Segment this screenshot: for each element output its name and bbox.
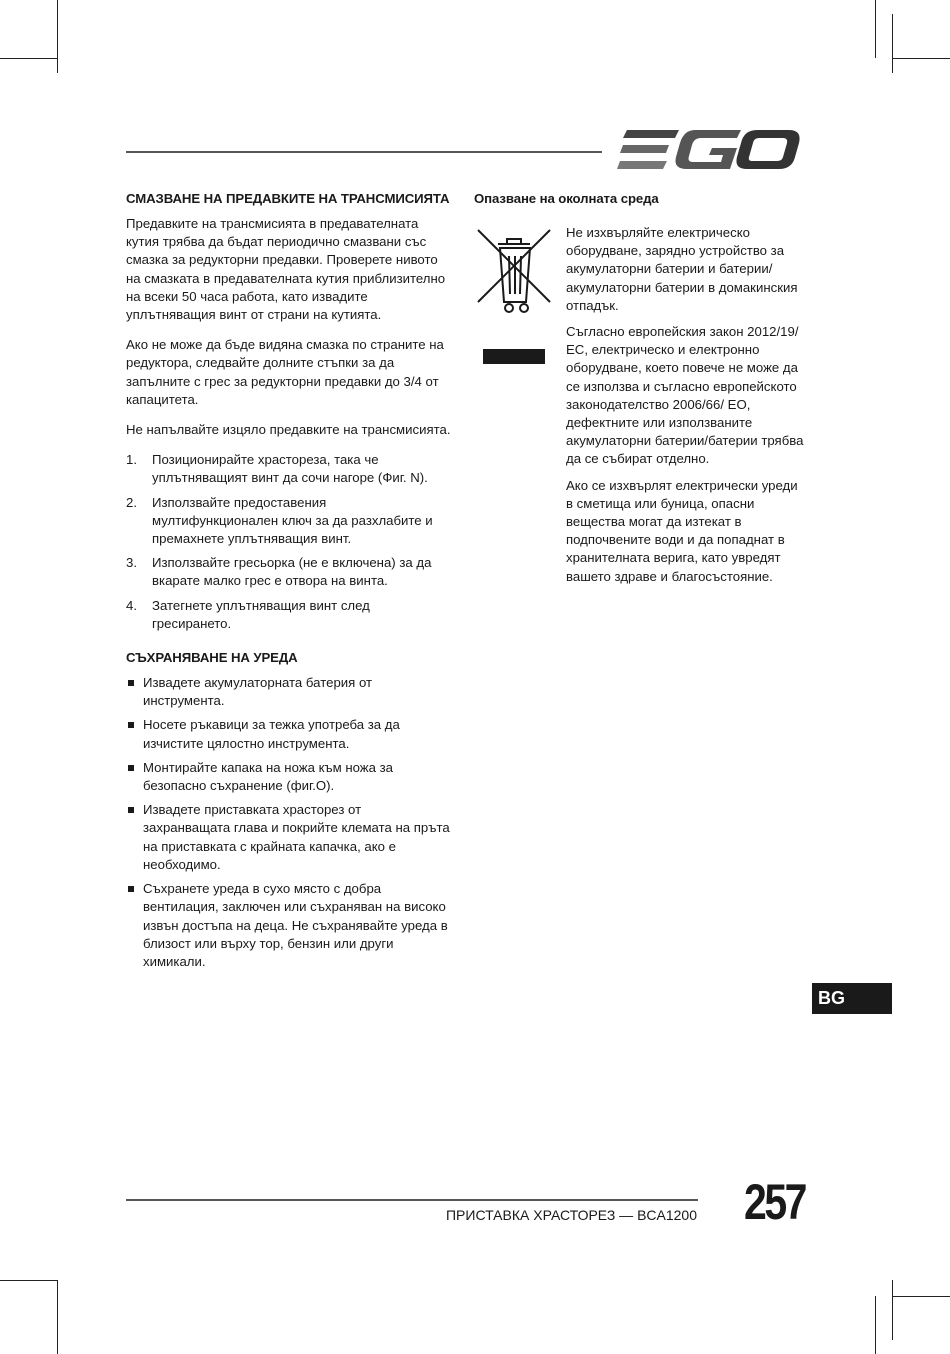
step-number: 2. bbox=[126, 494, 137, 510]
section-heading-lubrication: СМАЗВАНЕ НА ПРЕДАВКИТЕ НА ТРАНСМИСИЯТА bbox=[126, 191, 450, 206]
lubrication-steps bbox=[126, 451, 451, 633]
bullet-square-icon bbox=[128, 680, 134, 686]
crop-mark bbox=[875, 0, 876, 58]
list-item bbox=[126, 554, 451, 590]
step-number: 4. bbox=[126, 597, 137, 613]
paragraph: Не изхвърляйте електрическо оборудване, зарядно устройство за акумулаторни батерии и батерии/ акумулаторни батерии в домакинския отпадък. bbox=[566, 225, 798, 313]
step-text: Позиционирайте храстореза, така че уплътняващият винт да сочи нагоре (Фиг. N). bbox=[152, 452, 428, 486]
list-item bbox=[126, 597, 451, 633]
storage-bullets bbox=[126, 674, 451, 971]
bullet-text: Носете ръкавици за тежка употреба за да изчистите цялостно инструмента. bbox=[143, 717, 400, 751]
paragraph: Съгласно европейския закон 2012/19/ ЕС, електрическо и електронно оборудване, което повече не може да се използва и съгласно европейското законодателство 2006/66/ ЕО, дефектните или използваните акумулаторни батерии/батерии трябва да се събират отделно. bbox=[566, 324, 804, 467]
bullet-text: Извадете акумулаторната батерия от инструмента. bbox=[143, 675, 373, 709]
crop-mark bbox=[57, 1280, 58, 1354]
crop-mark bbox=[892, 58, 950, 59]
crop-mark bbox=[875, 1296, 876, 1354]
weee-bar bbox=[483, 349, 545, 364]
section-heading-environment: Опазване на околната среда bbox=[474, 191, 659, 206]
footer-title: ПРИСТАВКА ХРАСТОРЕЗ — BCA1200 bbox=[445, 1207, 697, 1223]
bullet-square-icon bbox=[128, 807, 134, 813]
step-text: Използвайте предоставения мултифункционален ключ за да разхлабите и премахнете уплътняващия винт. bbox=[152, 494, 433, 547]
list-item bbox=[126, 674, 451, 710]
weee-symbol bbox=[474, 224, 554, 334]
crop-mark bbox=[892, 1296, 950, 1297]
left-column bbox=[126, 190, 451, 977]
environment-text bbox=[566, 224, 804, 586]
footer-rule bbox=[126, 1199, 698, 1201]
ego-logo bbox=[617, 128, 800, 172]
crop-mark bbox=[0, 1280, 57, 1281]
paragraph: Ако не може да бъде видяна смазка по страните на редуктора, следвайте долните стъпки за да запълните с грес за редукторни предавки до 3/4 от капацитета. bbox=[126, 337, 444, 407]
paragraph: Не напълвайте изцяло предавките на трансмисията. bbox=[126, 422, 451, 438]
list-item bbox=[126, 716, 451, 752]
step-number: 3. bbox=[126, 555, 137, 571]
crossed-bin-icon bbox=[474, 224, 554, 334]
right-column bbox=[474, 190, 804, 594]
crop-mark bbox=[0, 58, 57, 59]
header-rule bbox=[126, 151, 602, 153]
language-tab: BG bbox=[812, 983, 892, 1014]
paragraph: Ако се изхвърлят електрически уреди в сметища или буница, опасни вещества могат да изтекат в подпочвените води и да попаднат в хранителната верига, като увредят вашето здраве и благосъстояние. bbox=[566, 477, 798, 584]
environment-body bbox=[474, 224, 804, 586]
bullet-text: Извадете приставката храсторез от захранващата глава и покрийте клемата на пръта на приставката с крайната капачка, ако е необходимо. bbox=[143, 802, 450, 872]
list-item bbox=[126, 801, 451, 874]
section-heading-storage: СЪХРАНЯВАНЕ НА УРЕДА bbox=[126, 650, 298, 666]
crop-mark bbox=[892, 1280, 893, 1340]
crop-mark bbox=[892, 14, 893, 73]
page-number: 257 bbox=[744, 1174, 806, 1230]
step-text: Затегнете уплътняващия винт след гресирането. bbox=[152, 597, 370, 631]
list-item bbox=[126, 451, 451, 487]
step-number: 1. bbox=[126, 452, 137, 468]
bullet-square-icon bbox=[128, 722, 134, 728]
bullet-square-icon bbox=[128, 765, 134, 771]
bullet-text: Съхранете уреда в сухо място с добра вентилация, заключен или съхраняван на високо извън достъпа на деца. Не съхранявайте уреда в близост или върху тор, бензин или други химикали. bbox=[143, 881, 448, 969]
step-text: Използвайте гресьорка (не е включена) за да вкарате малко грес е отвора на винта. bbox=[152, 555, 432, 589]
bullet-text: Монтирайте капака на ножа към ножа за безопасно съхранение (фиг.O). bbox=[143, 759, 393, 794]
bullet-square-icon bbox=[128, 886, 134, 892]
list-item bbox=[126, 494, 451, 549]
list-item bbox=[126, 759, 451, 795]
list-item bbox=[126, 880, 451, 971]
paragraph: Предавките на трансмисията в предавателната кутия трябва да бъдат периодично смазвани със смазка за редукторни предавки. Проверете нивото на смазката в предавателната кутия приблизително на всеки 50 часа работа, като извадите уплътняващия винт от страни на кутията. bbox=[126, 216, 446, 323]
crop-mark bbox=[57, 0, 58, 73]
